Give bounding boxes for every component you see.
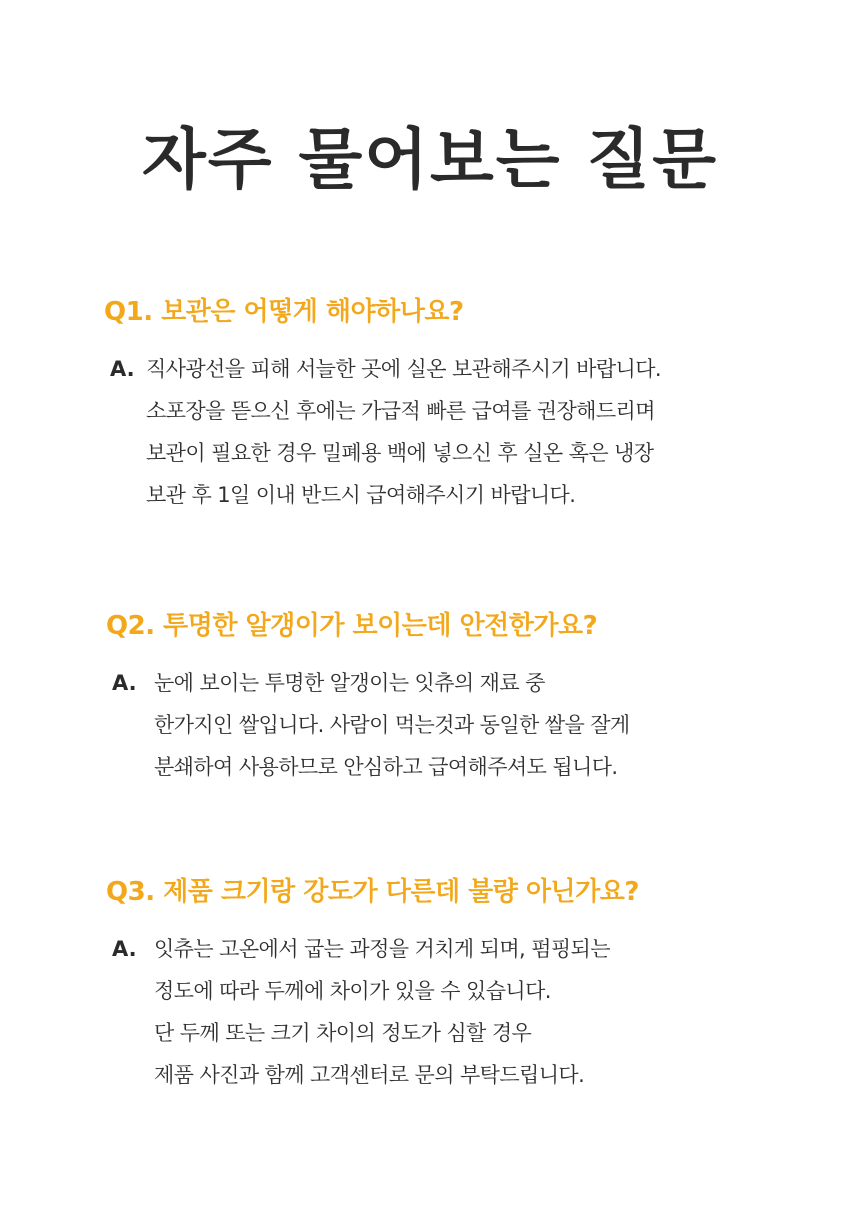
faq-item-3	[0, 874, 860, 1096]
answer-text	[154, 662, 630, 788]
answer-line: 제품 사진과 함께 고객센터로 문의 부탁드립니다.	[154, 1063, 585, 1087]
answer-line: 한가지인 쌀입니다. 사람이 먹는것과 동일한 쌀을 잘게	[154, 713, 630, 737]
answer-label: A.	[110, 357, 135, 381]
answer-line: 단 두께 또는 크기 차이의 정도가 심할 경우	[154, 1021, 532, 1045]
answer-line: 정도에 따라 두께에 차이가 있을 수 있습니다.	[154, 979, 551, 1003]
faq-answer-1	[110, 348, 860, 516]
page-title: 자주 물어보는 질문	[141, 121, 718, 198]
faq-answer-3	[112, 928, 860, 1096]
answer-line: 보관 후 1일 이내 반드시 급여해주시기 바랍니다.	[146, 483, 576, 507]
answer-line: 보관이 필요한 경우 밀폐용 백에 넣으신 후 실온 혹은 냉장	[146, 441, 654, 465]
faq-item-2	[0, 608, 860, 788]
faq-question-3: Q3. 제품 크기랑 강도가 다른데 불량 아닌가요?	[106, 877, 639, 907]
answer-text	[146, 348, 661, 516]
faq-item-1	[0, 294, 860, 516]
answer-label: A.	[112, 671, 137, 695]
answer-line: 소포장을 뜯으신 후에는 가급적 빠른 급여를 권장해드리며	[146, 399, 655, 423]
answer-text	[154, 928, 610, 1096]
faq-answer-2	[112, 662, 860, 788]
answer-line: 직사광선을 피해 서늘한 곳에 실온 보관해주시기 바랍니다.	[146, 357, 661, 381]
answer-line: 눈에 보이는 투명한 알갱이는 잇츄의 재료 중	[154, 671, 545, 695]
answer-line: 분쇄하여 사용하므로 안심하고 급여해주셔도 됩니다.	[154, 755, 618, 779]
faq-question-1: Q1. 보관은 어떻게 해야하나요?	[104, 297, 464, 327]
faq-question-2: Q2. 투명한 알갱이가 보이는데 안전한가요?	[106, 611, 598, 641]
answer-label: A.	[112, 937, 137, 961]
answer-line: 잇츄는 고온에서 굽는 과정을 거치게 되며, 펌핑되는	[154, 937, 610, 961]
